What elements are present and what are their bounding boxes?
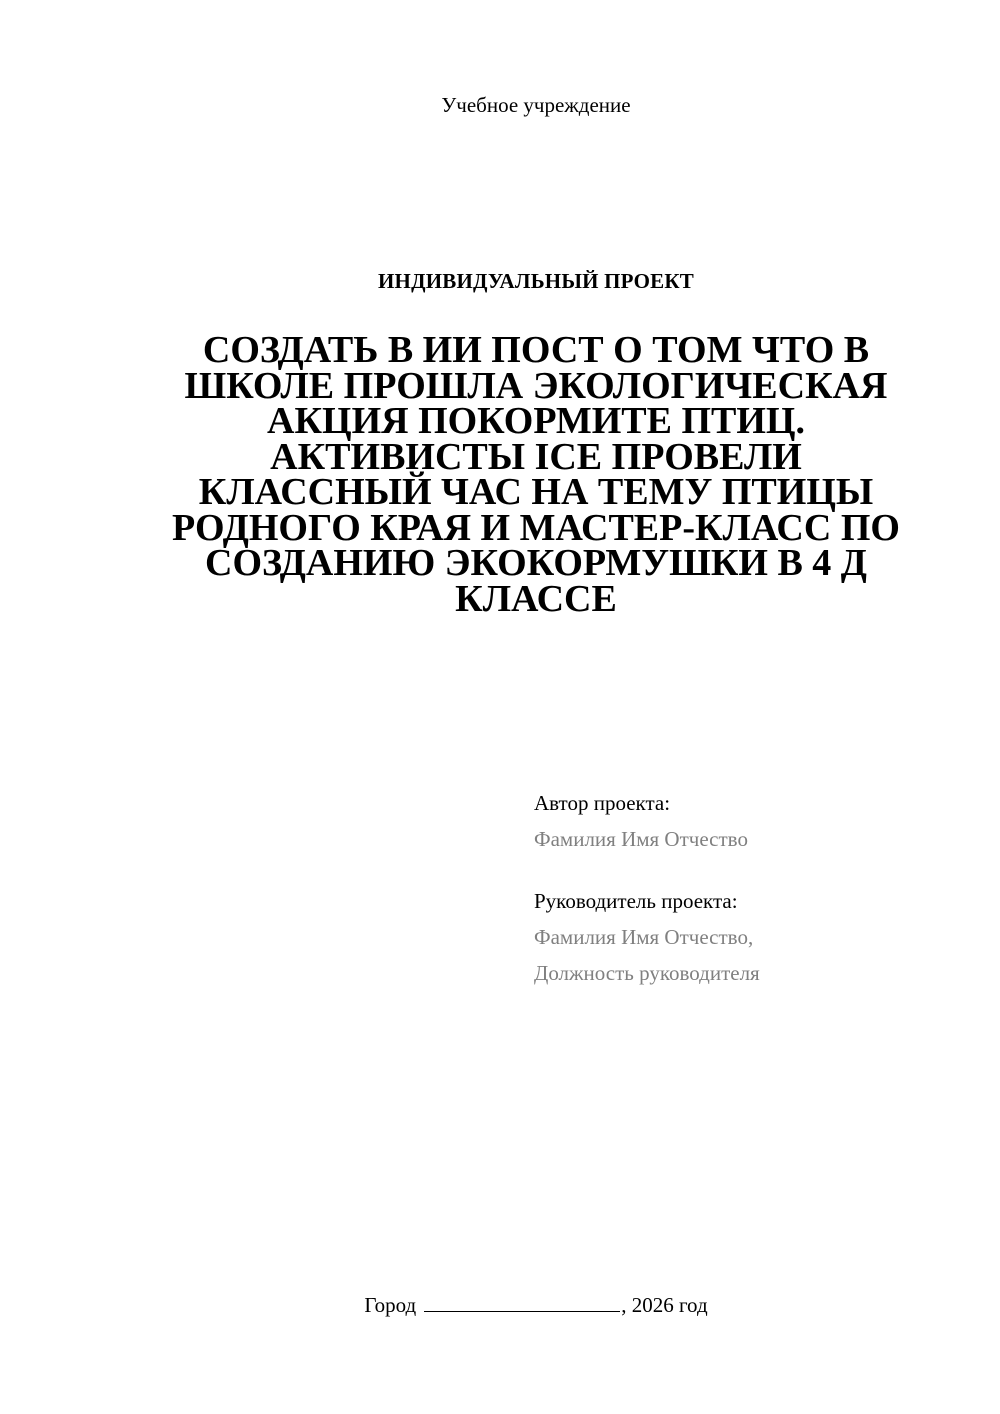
spacer (534, 914, 974, 924)
city-blank-underline (424, 1292, 620, 1312)
project-title-line: АКЦИЯ ПОКОРМИТЕ ПТИЦ. (267, 400, 805, 442)
author-label: Автор проекта: (534, 791, 671, 815)
project-title-line: АКТИВИСТЫ ICE ПРОВЕЛИ (270, 435, 802, 478)
supervisor-position: Должность руководителя (534, 961, 760, 985)
author-name: Фамилия Имя Отчество (534, 827, 748, 851)
spacer (534, 816, 974, 826)
institution-name: Учебное учреждение (441, 93, 631, 117)
year-text: , 2026 год (621, 1293, 708, 1317)
document-type: ИНДИВИДУАЛЬНЫЙ ПРОЕКТ (378, 269, 694, 293)
project-title (150, 329, 922, 620)
project-title-line: РОДНОГО КРАЯ И МАСТЕР-КЛАСС ПО (172, 506, 900, 549)
project-title-line: ШКОЛЕ ПРОШЛА ЭКОЛОГИЧЕСКАЯ (184, 364, 888, 407)
project-title-line: КЛАССНЫЙ ЧАС НА ТЕМУ ПТИЦЫ (198, 471, 874, 513)
city-label: Город (364, 1293, 417, 1317)
spacer (534, 950, 974, 960)
project-title-line: СОЗДАНИЮ ЭКОКОРМУШКИ В 4 Д (205, 542, 867, 584)
project-title-line: СОЗДАТЬ В ИИ ПОСТ О ТОМ ЧТО В (202, 329, 870, 371)
project-title-line: КЛАССЕ (455, 577, 617, 620)
city-year-line (0, 1292, 1000, 1318)
spacer (534, 852, 974, 888)
supervisor-name: Фамилия Имя Отчество, (534, 925, 754, 949)
supervisor-label: Руководитель проекта: (534, 889, 738, 913)
credits-block (534, 790, 974, 986)
